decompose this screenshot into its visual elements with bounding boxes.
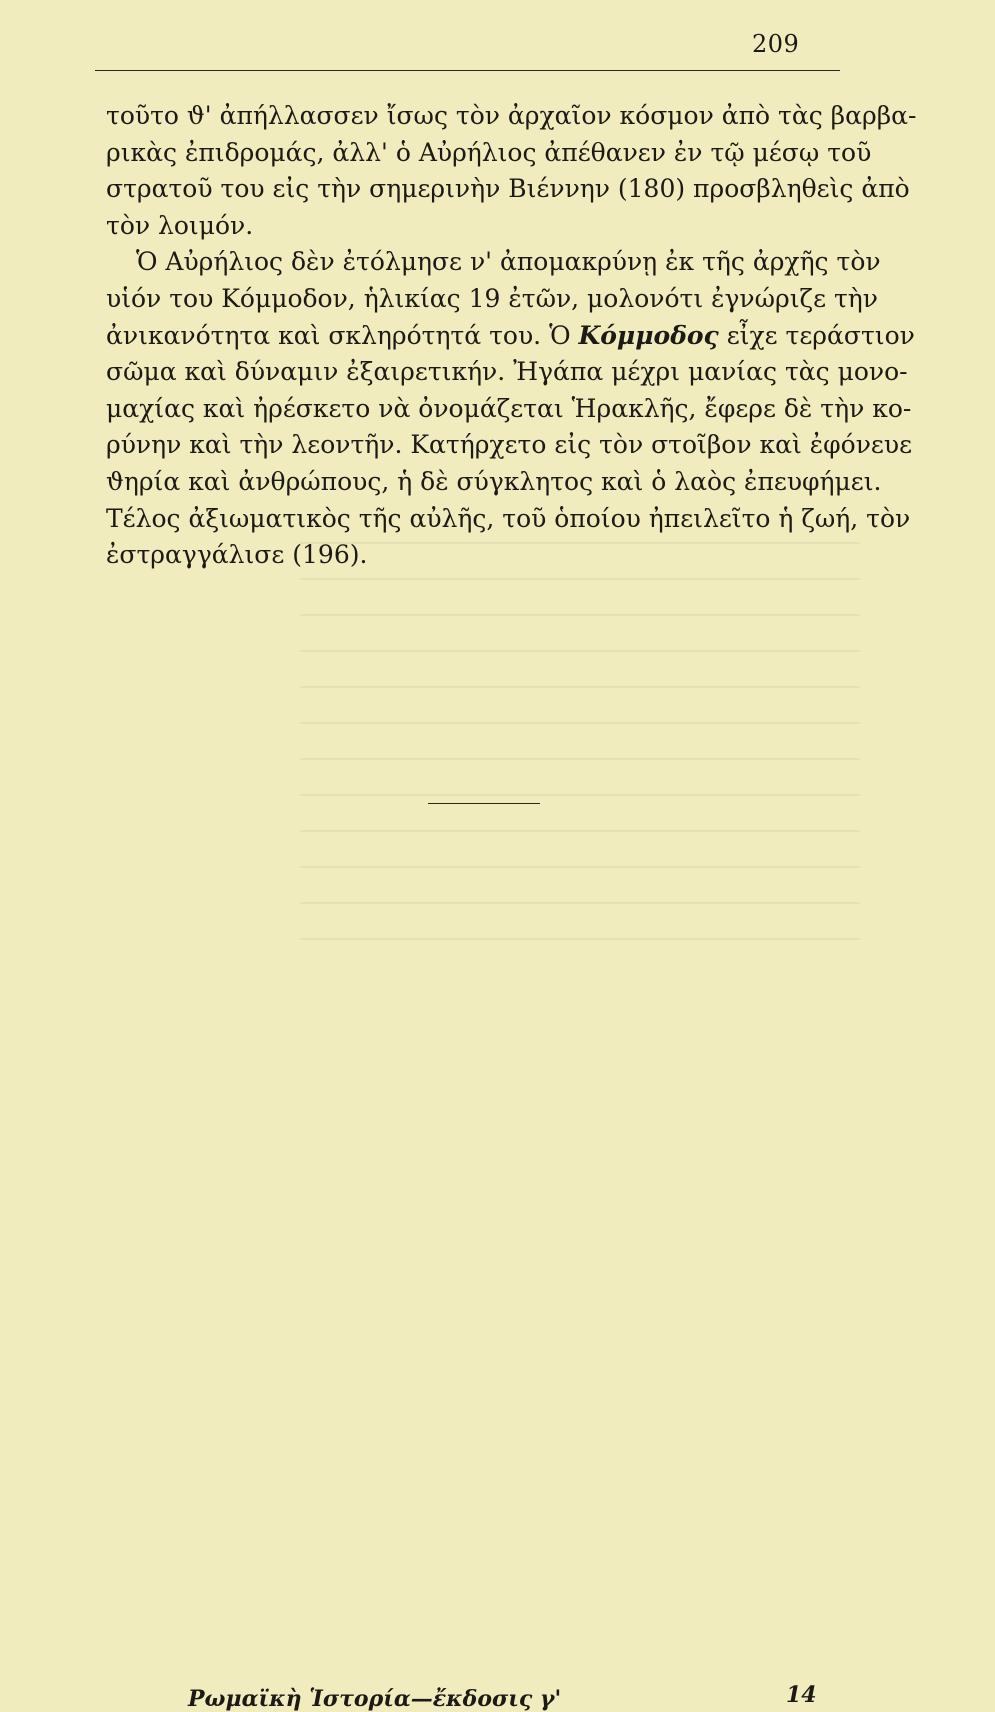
page-number: 209 — [752, 30, 800, 58]
body-text — [106, 98, 917, 574]
paragraph-start-line: Ὁ Αὐρήλιος δὲν ἐτόλμησε ν' ἀπομακρύνῃ ἐκ τῆς ἀρχῆς τὸν — [136, 247, 881, 277]
text-line: μαχίας καὶ ἠρέσκετο νὰ ὀνομάζεται Ἡρακλῆς, ἔφερε δὲ τὴν κο- — [106, 393, 912, 423]
text-line: τὸν λοιμόν. — [106, 210, 254, 240]
text-line: στρατοῦ του εἰς τὴν σημερινὴν Βιέννην (180) προσβληθεὶς ἀπὸ — [106, 174, 910, 204]
text-line: τοῦτο ϑ' ἀπήλλασσεν ἴσως τὸν ἀρχαῖον κόσμον ἀπὸ τὰς βαρβα- — [106, 101, 917, 130]
emphasized-name: Κόμμοδος — [578, 320, 719, 350]
text-line: υἱόν του Κόμμοδον, ἡλικίας 19 ἐτῶν, μολονότι ἐγνώριζε τὴν — [106, 283, 878, 313]
text-segment: εἶχε τεράστιον — [726, 320, 915, 350]
text-segment: ἀνικανότητα καὶ σκληρότητά του. Ὁ — [106, 320, 571, 350]
text-line: ρύνην καὶ τὴν λεοντῆν. Κατήρχετο εἰς τὸν στοῖβον καὶ ἐφόνευε — [106, 430, 913, 460]
text-line-with-emphasis — [106, 318, 915, 355]
text-line: ἐστραγγάλισε (196). — [106, 540, 368, 570]
section-divider-rule — [428, 803, 540, 804]
header-rule — [95, 70, 840, 71]
text-line: ρικὰς ἐπιδρομάς, ἀλλ' ὁ Αὐρήλιος ἀπέθανεν ἐν τῷ μέσῳ τοῦ — [106, 137, 872, 167]
text-line: Τέλος ἀξιωματικὸς τῆς αὐλῆς, τοῦ ὁποίου ἠπειλεῖτο ἡ ζωή, τὸν — [106, 503, 911, 533]
signature-mark: 14 — [786, 1682, 817, 1708]
book-title-footer: Ρωμαϊκὴ Ἱστορία—ἔκδοσις γ' — [188, 1686, 562, 1712]
bleed-through-texture — [300, 520, 860, 940]
text-line: ϑηρία καὶ ἀνθρώπους, ἡ δὲ σύγκλητος καὶ ὁ λαὸς ἐπευφήμει. — [106, 466, 882, 496]
text-line: σῶμα καὶ δύναμιν ἐξαιρετικήν. Ἠγάπα μέχρι μανίας τὰς μονο- — [106, 357, 908, 387]
